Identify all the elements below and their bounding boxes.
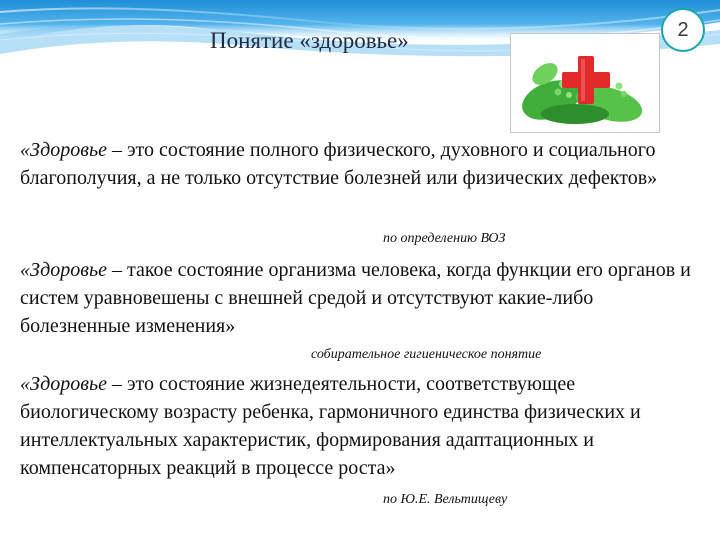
quote-1-source: по определению ВОЗ — [383, 231, 506, 246]
quote-1 — [20, 136, 700, 192]
quote-3-term: «Здоровье — [20, 373, 107, 395]
quote-1-term: «Здоровье — [20, 139, 107, 161]
quote-2-source: собирательное гигиеническое понятие — [311, 347, 542, 362]
quote-3-source: по Ю.Е. Вельтищеву — [383, 492, 508, 507]
medical-cross-with-leaves-icon — [510, 33, 660, 133]
quote-3 — [20, 370, 700, 482]
page-number-badge: 2 — [661, 8, 705, 52]
slide-title: Понятие «здоровье» — [210, 28, 409, 53]
quote-2 — [20, 256, 700, 340]
quote-1-text: – это состояние полного физического, духовного и социального благополучия, а не только отсутствие болезней или физических дефектов» — [20, 139, 658, 189]
quote-2-text: – такое состояние организма человека, когда функции его органов и систем уравновешены с внешней средой и отсутствуют какие-либо болезненные изменения» — [20, 259, 691, 337]
quote-2-term: «Здоровье — [20, 259, 107, 281]
quote-3-text: – это состояние жизнедеятельности, соответствующее биологическому возрасту ребенка, гармоничного единства физических и интеллектуальных характеристик, формирования адаптационных и компенсаторных реакций в процессе роста» — [20, 373, 641, 479]
